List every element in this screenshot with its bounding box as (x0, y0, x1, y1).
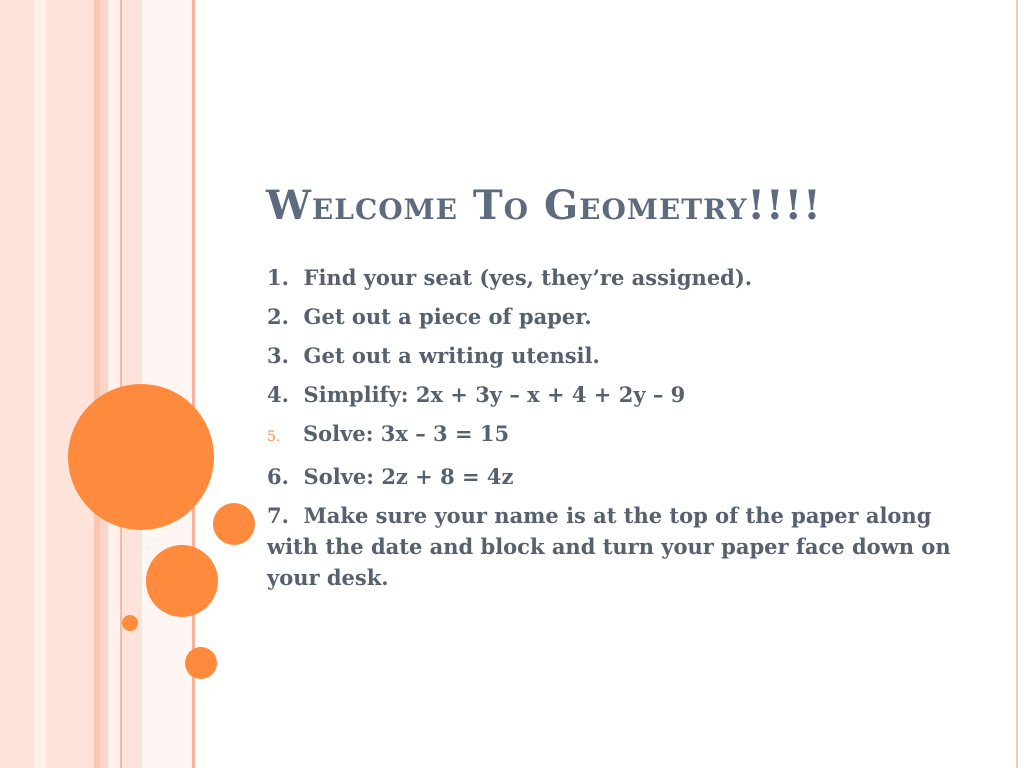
decor-stripe (46, 0, 94, 768)
decor-circle-small (185, 647, 217, 679)
list-item-number: 7. (267, 503, 304, 528)
instruction-list (267, 262, 957, 601)
list-item-number: 2. (267, 304, 304, 329)
decor-stripe (0, 0, 34, 768)
list-item-text: Get out a writing utensil. (303, 343, 600, 368)
decor-circle-large (68, 384, 214, 530)
list-item-text: Make sure your name is at the top of the paper along with the date and block and turn your paper face down on your desk. (267, 503, 951, 590)
decor-circle-small (213, 503, 255, 545)
list-item-number: 3. (267, 343, 304, 368)
list-item-bullet-number: 5. (267, 429, 281, 445)
list-item-number: 4. (267, 382, 304, 407)
list-item-text: Find your seat (yes, they’re assigned). (303, 265, 753, 290)
list-item-number: 6. (267, 464, 304, 489)
list-item (267, 340, 957, 371)
decor-stripe (108, 0, 120, 768)
list-item-text: Solve: 3x – 3 = 15 (303, 421, 510, 446)
decor-circle-tiny (122, 615, 138, 631)
list-item (267, 301, 957, 332)
decor-stripe (34, 0, 46, 768)
slide-title: Welcome To Geometry!!!! (266, 182, 822, 229)
list-item-text: Solve: 2z + 8 = 4z (303, 464, 514, 489)
list-item-text: Simplify: 2x + 3y – x + 4 + 2y – 9 (303, 382, 686, 407)
list-item-text: Get out a piece of paper. (303, 304, 592, 329)
list-item (267, 461, 957, 492)
decor-stripe (100, 0, 108, 768)
list-item-number: 1. (267, 265, 304, 290)
list-item (267, 379, 957, 410)
list-item (267, 500, 957, 593)
decor-circle-medium (146, 545, 218, 617)
list-item (267, 262, 957, 293)
list-item (267, 418, 957, 453)
decor-right-line (1016, 0, 1018, 768)
